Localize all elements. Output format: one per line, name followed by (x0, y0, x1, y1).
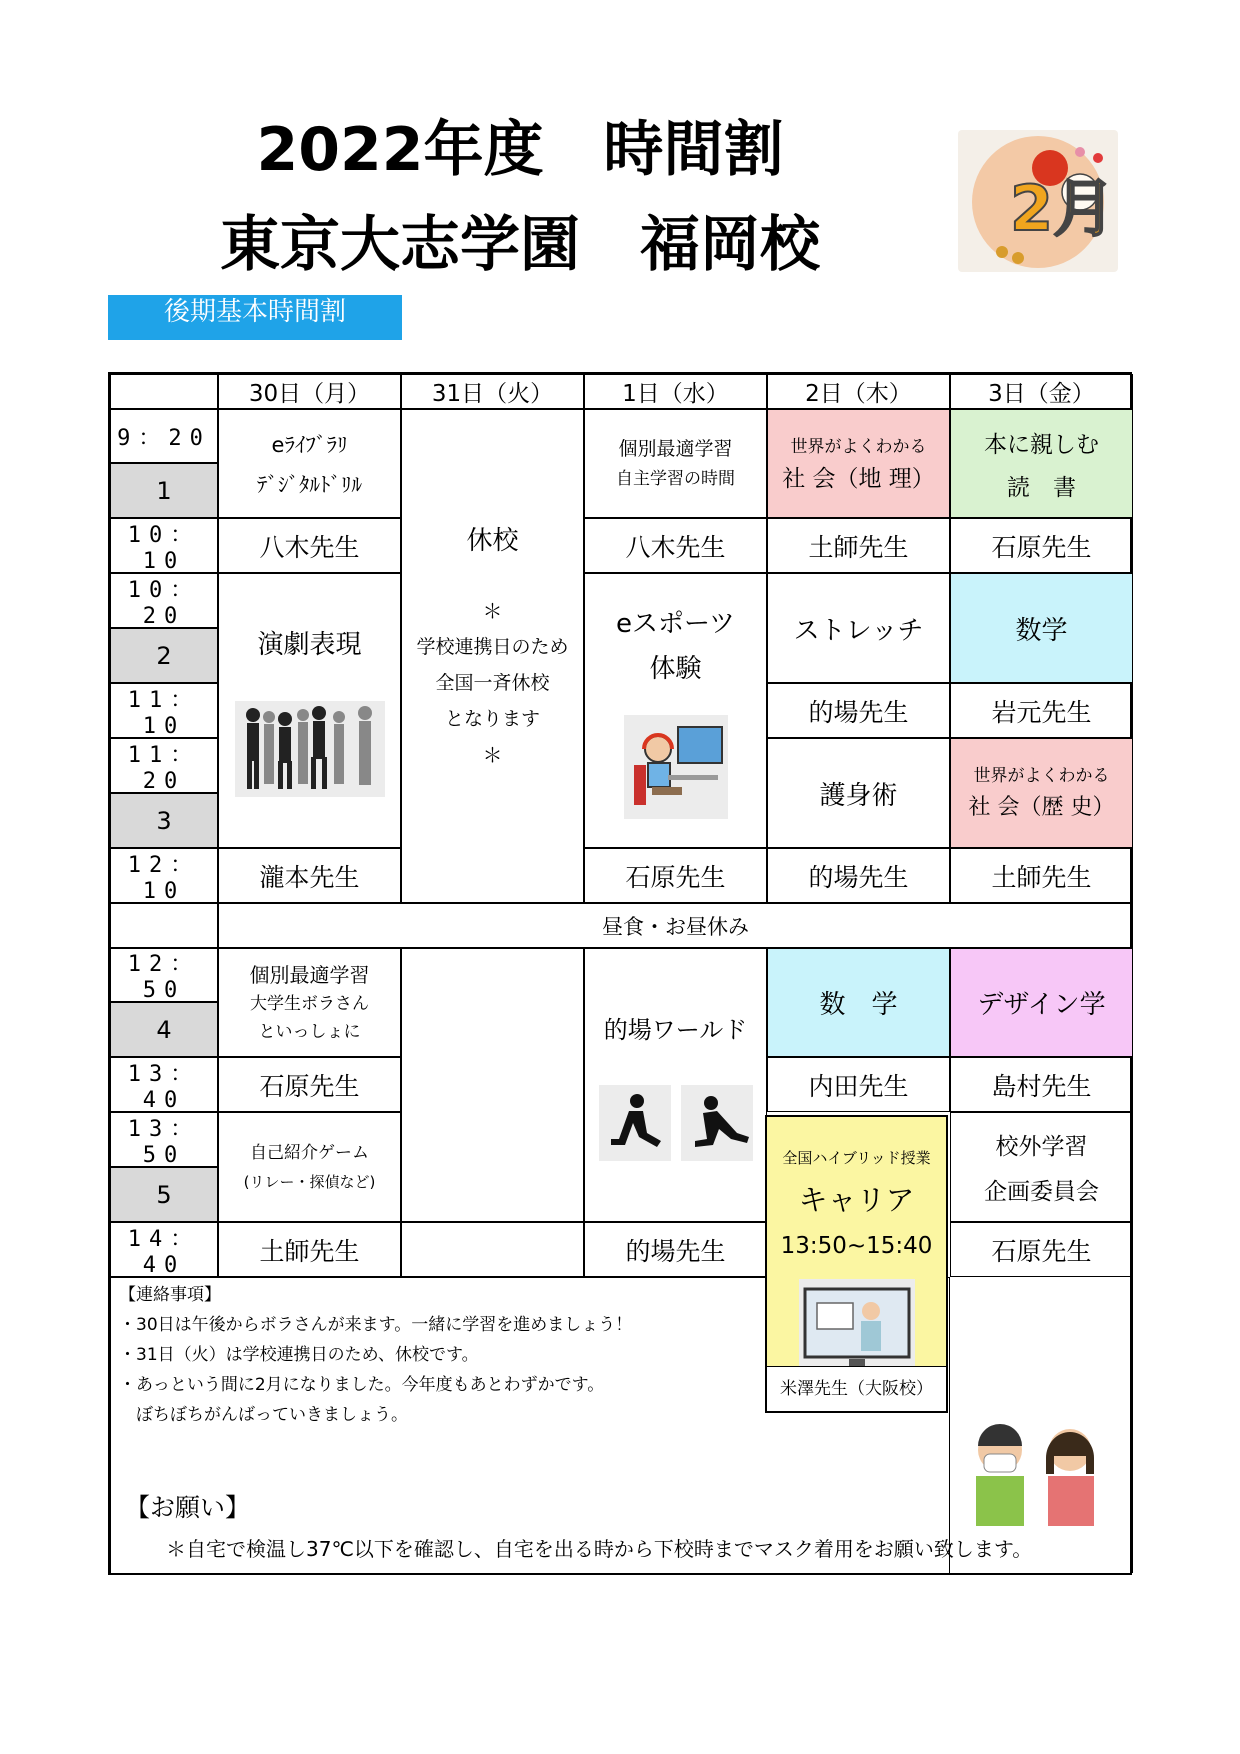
masked-students-image (958, 1418, 1110, 1528)
time-start-4: 12：50 (110, 948, 218, 1002)
stretch-pose-icon (599, 1085, 671, 1161)
mon-teacher-1: 八木先生 (218, 518, 401, 573)
subject-text: eﾗｲﾌﾞﾗﾘ (271, 432, 348, 457)
subject-text: 社 会（地 理） (782, 465, 935, 492)
thu-period-4: 数 学 (767, 948, 950, 1057)
subject-text: 個別最適学習 (249, 962, 370, 987)
fri-teacher-2: 岩元先生 (950, 683, 1133, 738)
february-logo (958, 130, 1118, 272)
period-4: 4 (110, 1002, 218, 1057)
wed-period-2-3 (584, 573, 767, 848)
online-teacher-image (799, 1279, 915, 1379)
timetable-grid (108, 372, 1132, 1575)
tue-teacher-empty (401, 1222, 584, 1277)
thu-period-5-career (765, 1115, 948, 1413)
subject-text: 的場ワールド (603, 1015, 748, 1044)
subject-text: 社 会（歴 史） (968, 795, 1115, 820)
subject-text: といっしょに (258, 1021, 361, 1042)
subject-text: 世界がよくわかる (790, 436, 927, 457)
wed-period-1 (584, 409, 767, 518)
header-thu: 2日（木） (767, 374, 950, 409)
subject-text: 大学生ボラさん (250, 993, 369, 1014)
mon-period-1 (218, 409, 401, 518)
subject-text: 校外学習 (995, 1134, 1088, 1160)
tue-closed-cell (401, 409, 584, 903)
request-title: 【お願い】 (125, 1493, 251, 1522)
fri-teacher-4: 島村先生 (950, 1057, 1133, 1112)
header-wed: 1日（水） (584, 374, 767, 409)
period-2: 2 (110, 628, 218, 683)
subject-text: 全国ハイブリッド授業 (782, 1149, 931, 1167)
fri-period-1 (950, 409, 1133, 518)
subject-text: 体験 (649, 653, 702, 684)
thu-teacher-3: 的場先生 (767, 848, 950, 903)
closed-note: 学校連携日のため (416, 636, 569, 658)
time-start-5: 13：50 (110, 1112, 218, 1167)
esports-gamer-image (624, 715, 728, 819)
subject-text: ﾃﾞｼﾞﾀﾙﾄﾞﾘﾙ (257, 472, 362, 497)
wed-teacher-5: 的場先生 (584, 1222, 767, 1277)
mon-period-5 (218, 1112, 401, 1222)
subject-text: eスポーツ (616, 608, 735, 639)
header-corner (110, 374, 218, 409)
logo-text: 2月 (1010, 172, 1116, 245)
subject-text: 読 書 (1007, 474, 1076, 501)
notes-title: 【連絡事項】 (119, 1285, 221, 1305)
period-5: 5 (110, 1167, 218, 1222)
mon-teacher-3: 瀧本先生 (218, 848, 401, 903)
time-start-1: 9：20 (110, 409, 218, 463)
note-item: ・あっという間に2月になりました。今年度もあとわずかです。 (119, 1375, 605, 1395)
fri-period-2: 数学 (950, 573, 1133, 683)
thu-period-3: 護身術 (767, 738, 950, 848)
header-tue: 31日（火） (401, 374, 584, 409)
closed-note: となります (444, 708, 540, 730)
notes-list (119, 1310, 632, 1430)
time-end-3: 12：10 (110, 848, 218, 903)
closed-note: 全国一斉休校 (435, 672, 550, 694)
closed-note: ＊ (482, 743, 503, 767)
wed-teacher-3: 石原先生 (584, 848, 767, 903)
wed-period-4-5 (584, 948, 767, 1222)
mon-teacher-4: 石原先生 (218, 1057, 401, 1112)
stretch-icons (599, 1085, 753, 1161)
thu-teacher-2: 的場先生 (767, 683, 950, 738)
fri-period-3 (950, 738, 1133, 848)
mon-teacher-5: 土師先生 (218, 1222, 401, 1277)
header-mon: 30日（月） (218, 374, 401, 409)
subject-text: 演劇表現 (257, 630, 362, 660)
period-1: 1 (110, 463, 218, 518)
tue-afternoon-empty (401, 948, 584, 1222)
lunge-pose-icon (681, 1085, 753, 1161)
fri-teacher-5: 石原先生 (950, 1222, 1133, 1277)
subject-text: 自主学習の時間 (616, 468, 735, 489)
fri-period-4: デザイン学 (950, 948, 1133, 1057)
subject-text: 個別最適学習 (618, 437, 733, 460)
page-title: 2022年度 時間割 (256, 115, 784, 185)
period-3: 3 (110, 793, 218, 848)
note-item: ぼちぼちがんばっていきましょう。 (119, 1405, 408, 1425)
thu-teacher-5: 米澤先生（大阪校） (767, 1366, 946, 1411)
thu-teacher-1: 土師先生 (767, 518, 950, 573)
subject-text: (リレー・探偵など) (243, 1173, 376, 1191)
fri-teacher-1: 石原先生 (950, 518, 1133, 573)
school-name: 東京大志学園 福岡校 (220, 210, 820, 280)
time-end-4: 13：40 (110, 1057, 218, 1112)
request-text: ＊自宅で検温し37℃以下を確認し、自宅を出る時から下校時までマスク着用をお願い致します。 (166, 1537, 1033, 1561)
thu-teacher-4: 内田先生 (767, 1057, 950, 1112)
time-end-1: 10：10 (110, 518, 218, 573)
time-start-3: 11：20 (110, 738, 218, 793)
time-end-5: 14：40 (110, 1222, 218, 1277)
subject-text: 企画委員会 (984, 1179, 1099, 1205)
subject-text: 自己紹介ゲーム (250, 1143, 369, 1163)
thu-period-2: ストレッチ (767, 573, 950, 683)
note-item: ・30日は午後からボラさんが来ます。一緒に学習を進めましょう！ (119, 1315, 633, 1335)
subject-text: 13:50~15:40 (780, 1233, 933, 1259)
lunch-row: 昼食・お昼休み (218, 903, 1133, 948)
header-fri: 3日（金） (950, 374, 1133, 409)
fri-period-5 (950, 1112, 1133, 1222)
closed-note: ＊ (482, 599, 503, 623)
subject-text: 世界がよくわかる (973, 766, 1110, 786)
subject-text: 本に親しむ (984, 431, 1099, 458)
closed-title: 休校 (466, 526, 519, 556)
thu-period-1 (767, 409, 950, 518)
time-start-2: 10：20 (110, 573, 218, 628)
note-item: ・31日（火）は学校連携日のため、休校です。 (119, 1345, 479, 1365)
wed-teacher-1: 八木先生 (584, 518, 767, 573)
subject-text: キャリア (798, 1183, 915, 1217)
lunch-time-cell (110, 903, 218, 948)
mon-period-2-3 (218, 573, 401, 848)
dance-silhouette-image (235, 701, 385, 797)
fri-teacher-3: 土師先生 (950, 848, 1133, 903)
time-end-2: 11：10 (110, 683, 218, 738)
schedule-banner: 後期基本時間割 (108, 295, 402, 340)
mon-period-4 (218, 948, 401, 1057)
